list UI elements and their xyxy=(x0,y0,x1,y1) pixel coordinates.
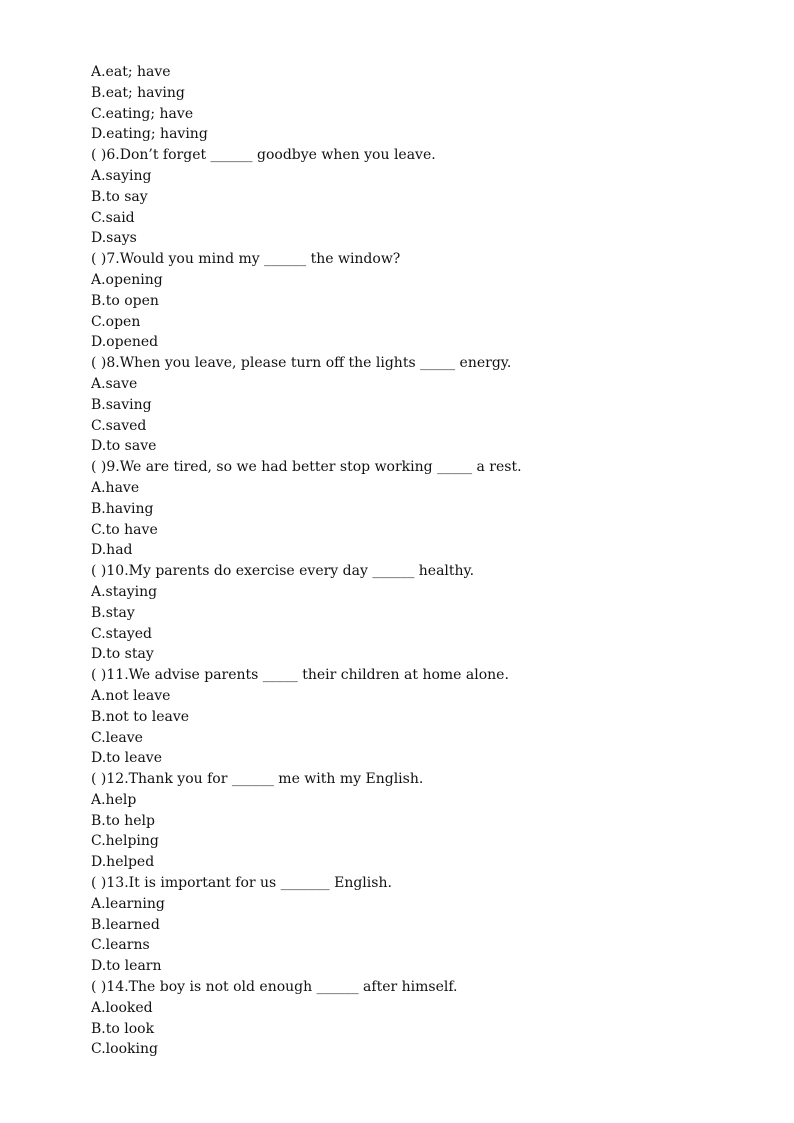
option-line: A.eat; have xyxy=(91,64,171,80)
option-line: C.eating; have xyxy=(91,105,194,122)
question-line: ( )14.The boy is not old enough ______ after himself. xyxy=(91,979,458,996)
question-line: ( )7.Would you mind my ______ the window? xyxy=(91,251,401,268)
option-line: C.to have xyxy=(91,521,158,538)
option-line: D.helped xyxy=(91,854,155,871)
option-line: B.having xyxy=(91,500,154,517)
question-line: ( )10.My parents do exercise every day ______ healthy. xyxy=(91,563,475,580)
option-line: D.eating; having xyxy=(91,126,208,143)
option-line: A.not leave xyxy=(91,687,171,704)
option-line: C.saved xyxy=(91,417,147,434)
question-line: ( )11.We advise parents _____ their children at home alone. xyxy=(91,667,509,684)
question-line: ( )9.We are tired, so we had better stop working _____ a rest. xyxy=(91,459,522,476)
option-line: C.leave xyxy=(91,729,143,746)
option-line: C.open xyxy=(91,313,141,330)
option-line: A.save xyxy=(91,375,138,392)
option-line: B.to say xyxy=(91,188,148,205)
question-line: ( )13.It is important for us _______ English. xyxy=(91,875,392,892)
option-line: B.not to leave xyxy=(91,708,190,725)
option-line: C.looking xyxy=(91,1041,158,1058)
option-line: D.had xyxy=(91,542,133,559)
option-line: A.looked xyxy=(91,999,153,1016)
option-line: B.stay xyxy=(91,604,135,621)
option-line: D.to save xyxy=(91,438,157,455)
option-line: B.learned xyxy=(91,916,160,933)
option-line: D.opened xyxy=(91,334,159,351)
option-line: A.staying xyxy=(91,583,158,600)
option-line: A.saying xyxy=(91,167,152,184)
option-line: B.to look xyxy=(91,1020,155,1037)
option-line: A.opening xyxy=(91,271,163,288)
option-line: D.to learn xyxy=(91,958,162,975)
option-line: D.says xyxy=(91,230,137,247)
option-line: B.to open xyxy=(91,292,159,309)
option-line: B.eat; having xyxy=(91,84,185,101)
option-line: D.to leave xyxy=(91,750,162,767)
option-line: B.to help xyxy=(91,812,155,829)
question-line: ( )8.When you leave, please turn off the lights _____ energy. xyxy=(91,355,512,372)
option-line: C.said xyxy=(91,209,135,226)
question-line: ( )12.Thank you for ______ me with my English. xyxy=(91,771,424,788)
exercise-text xyxy=(91,62,731,1060)
option-line: C.stayed xyxy=(91,625,152,642)
option-line: D.to stay xyxy=(91,646,154,663)
option-line: A.learning xyxy=(91,895,165,912)
option-line: A.have xyxy=(91,479,140,496)
option-line: B.saving xyxy=(91,396,152,413)
question-line: ( )6.Don’t forget ______ goodbye when you leave. xyxy=(91,147,436,164)
option-line: C.learns xyxy=(91,937,150,954)
option-line: C.helping xyxy=(91,833,159,850)
option-line: A.help xyxy=(91,791,137,808)
